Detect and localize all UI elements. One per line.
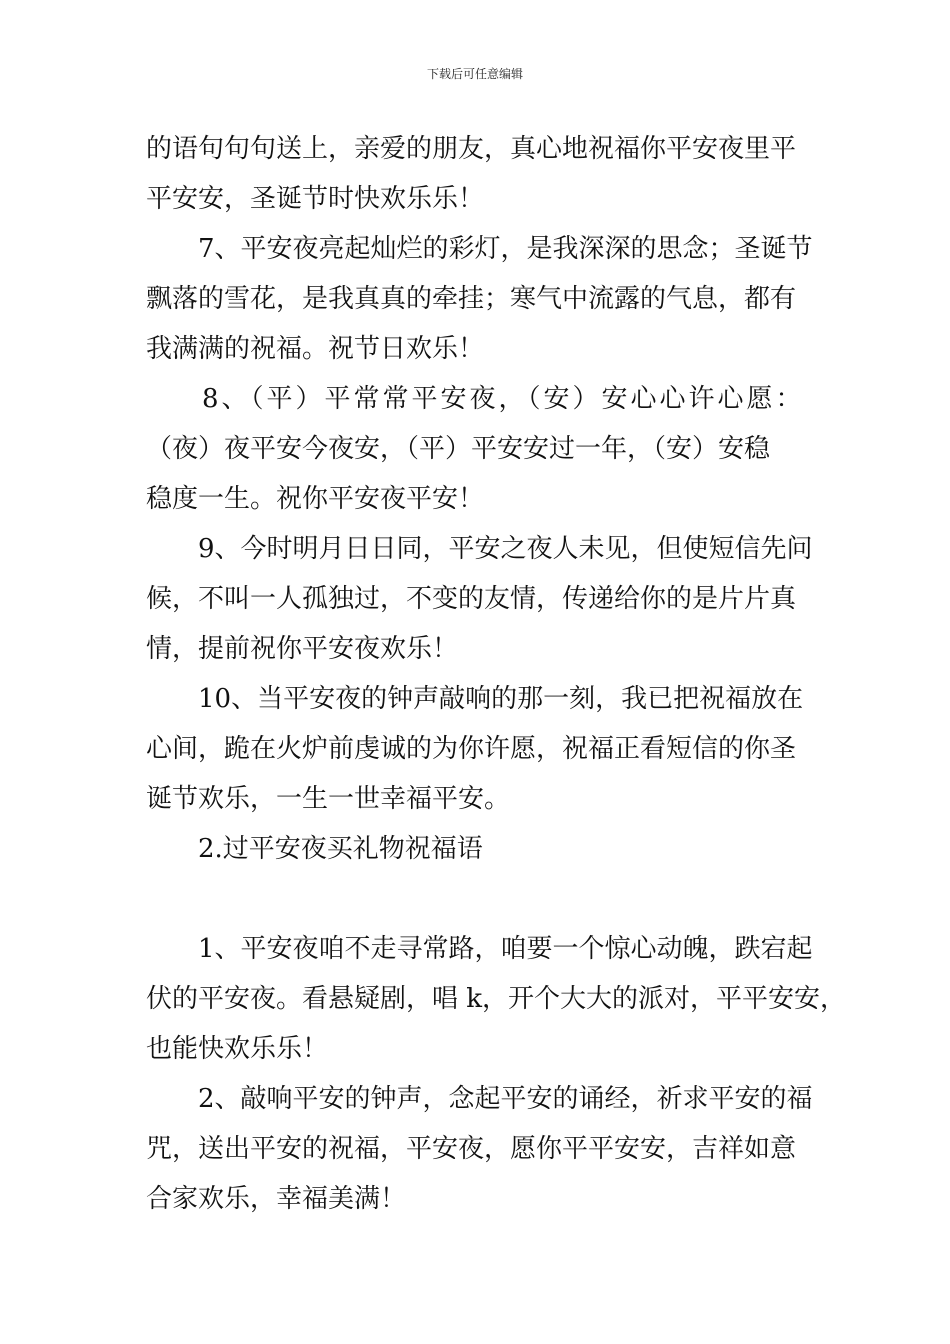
paragraph-item-1 bbox=[146, 924, 847, 1074]
text-line: 的语句句句送上，亲爱的朋友，真心地祝福你平安夜里平 bbox=[146, 134, 797, 164]
paragraph-item-10 bbox=[146, 674, 826, 824]
paragraph-item-8 bbox=[146, 374, 826, 524]
text-line: 候，不叫一人孤独过，不变的友情，传递给你的是片片真 bbox=[146, 584, 797, 614]
text-line: 我满满的祝福。祝节日欢乐！ bbox=[146, 334, 485, 364]
text-line: 合家欢乐，幸福美满！ bbox=[146, 1184, 407, 1214]
text-line: 8、（平）平常常平安夜，（安）安心心许心愿： bbox=[202, 384, 805, 414]
text-line: 咒，送出平安的祝福，平安夜，愿你平平安安，吉祥如意 bbox=[146, 1134, 797, 1164]
text-line: 9、今时明月日日同，平安之夜人未见，但使短信先问 bbox=[198, 534, 813, 564]
text-line: 2、敲响平安的钟声，念起平安的诵经，祈求平安的福 bbox=[198, 1084, 813, 1114]
paragraph-item-7 bbox=[146, 224, 826, 374]
paragraph-item-9 bbox=[146, 524, 826, 674]
document-body bbox=[146, 124, 847, 1224]
section-heading bbox=[146, 824, 826, 874]
page-header: 下载后可任意编辑 bbox=[426, 67, 523, 81]
text-line: 1、平安夜咱不走寻常路，咱要一个惊心动魄，跌宕起 bbox=[198, 934, 813, 964]
text-line: 伏的平安夜。看悬疑剧，唱 k，开个大大的派对，平平安安， bbox=[146, 984, 847, 1014]
heading-text: 2.过平安夜买礼物祝福语 bbox=[198, 834, 483, 864]
text-line: 情，提前祝你平安夜欢乐！ bbox=[146, 634, 459, 664]
text-line: 稳度一生。祝你平安夜平安！ bbox=[146, 484, 485, 514]
text-line: 也能快欢乐乐！ bbox=[146, 1034, 329, 1064]
text-line: 心间，跪在火炉前虔诚的为你许愿，祝福正看短信的你圣 bbox=[146, 734, 797, 764]
text-line: 诞节欢乐，一生一世幸福平安。 bbox=[146, 784, 511, 814]
text-line: 10、当平安夜的钟声敲响的那一刻，我已把祝福放在 bbox=[198, 684, 804, 714]
paragraph-item-2 bbox=[146, 1074, 826, 1224]
text-line: 平安安，圣诞节时快欢乐乐！ bbox=[146, 184, 485, 214]
text-line: 飘落的雪花，是我真真的牵挂；寒气中流露的气息，都有 bbox=[146, 284, 797, 314]
text-line: 7、平安夜亮起灿烂的彩灯，是我深深的思念；圣诞节 bbox=[198, 234, 813, 264]
text-line: （夜）夜平安今夜安，（平）平安安过一年，（安）安稳 bbox=[146, 434, 771, 464]
paragraph-continuation bbox=[146, 124, 826, 224]
